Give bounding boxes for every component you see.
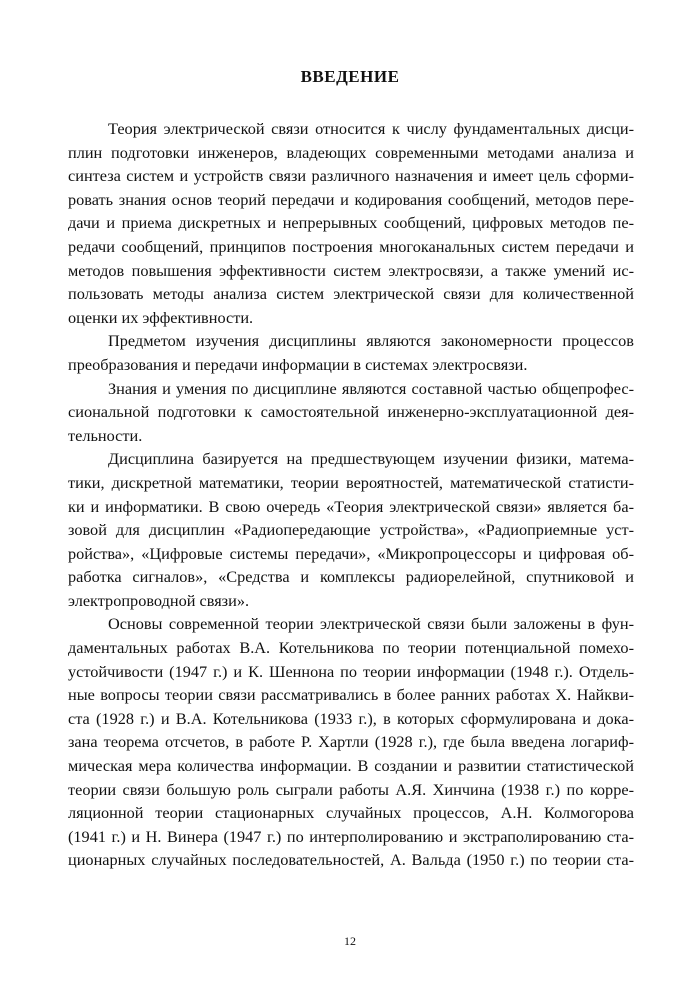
text-line: электропроводной связи». bbox=[68, 590, 250, 610]
text-line: Основы современной теории электрической связи были заложены в фун- bbox=[108, 614, 634, 634]
text-line: ста (1928 г.) и В.А. Котельникова (1933 г.), в которых сформулирована и дока- bbox=[68, 708, 634, 728]
text-line: (1941 г.) и Н. Винера (1947 г.) по интерполированию и экстраполированию ста- bbox=[68, 826, 634, 846]
text-line: ройства», «Цифровые системы передачи», «Микропроцессоры и цифровая об- bbox=[68, 543, 634, 563]
text-line: методов повышения эффективности систем электросвязи, а также умений ис- bbox=[68, 260, 634, 280]
paragraph-intro bbox=[68, 117, 634, 329]
text-line: ки и информатики. В свою очередь «Теория электрической связи» является ба- bbox=[68, 496, 634, 516]
text-line: тельности. bbox=[68, 425, 143, 445]
text-line: ные вопросы теории связи рассматривались в более ранних работах Х. Найкви- bbox=[68, 685, 634, 705]
text-line: теории связи большую роль сыграли работы А.Я. Хинчина (1938 г.) по корре- bbox=[68, 779, 634, 799]
text-line: ровать знания основ теорий передачи и кодирования сообщений, методов пере- bbox=[68, 189, 634, 209]
text-line: синтеза систем и устройств связи различного назначения и имеет цель сформи- bbox=[68, 166, 634, 186]
text-line: зовой для дисциплин «Радиопередающие устройства», «Радиоприемные уст- bbox=[68, 520, 634, 540]
paragraph-subject bbox=[68, 329, 634, 376]
text-line: преобразования и передачи информации в системах электросвязи. bbox=[68, 354, 528, 374]
text-line: ционарных случайных последовательностей, А. Вальда (1950 г.) по теории ста- bbox=[68, 850, 634, 870]
text-line: сиональной подготовки к самостоятельной инженерно-эксплуатационной дея- bbox=[68, 402, 634, 422]
text-line: Теория электрической связи относится к числу фундаментальных дисци- bbox=[108, 119, 634, 138]
body-text bbox=[68, 117, 634, 872]
text-line: дачи и приема дискретных и непрерывных сообщений, цифровых методов пе- bbox=[68, 213, 634, 233]
text-line: зана теорема отсчетов, в работе Р. Хартли (1928 г.), где была введена логариф- bbox=[68, 732, 634, 752]
text-line: мическая мера количества информации. В создании и развитии статистической bbox=[68, 756, 634, 776]
text-line: тики, дискретной математики, теории вероятностей, математической статисти- bbox=[68, 472, 634, 492]
paragraph-basis bbox=[68, 447, 634, 612]
text-line: даментальных работах В.А. Котельникова по теории потенциальной помехо- bbox=[68, 638, 634, 658]
text-line: оценки их эффективности. bbox=[68, 307, 254, 327]
text-line: работка сигналов», «Средства и комплексы радиорелейной, спутниковой и bbox=[68, 567, 634, 587]
text-line: Дисциплина базируется на предшествующем изучении физики, матема- bbox=[108, 449, 634, 469]
page-title: ВВЕДЕНИЕ bbox=[300, 67, 400, 86]
text-line: редачи сообщений, принципов построения многоканальных систем передачи и bbox=[68, 236, 634, 256]
page-number: 12 bbox=[344, 934, 356, 948]
text-line: ляционной теории стационарных случайных процессов, А.Н. Колмогорова bbox=[68, 803, 634, 823]
text-line: пользовать методы анализа систем электрической связи для количественной bbox=[68, 284, 634, 304]
text-line: устойчивости (1947 г.) и К. Шеннона по теории информации (1948 г.). Отдель- bbox=[68, 661, 634, 681]
text-line: Знания и умения по дисциплине являются составной частью общепрофес- bbox=[108, 378, 634, 398]
paragraph-history bbox=[68, 612, 634, 872]
text-line: Предметом изучения дисциплины являются закономерности процессов bbox=[108, 331, 634, 351]
text-line: плин подготовки инженеров, владеющих современными методами анализа и bbox=[68, 142, 634, 162]
paragraph-knowledge bbox=[68, 377, 634, 448]
